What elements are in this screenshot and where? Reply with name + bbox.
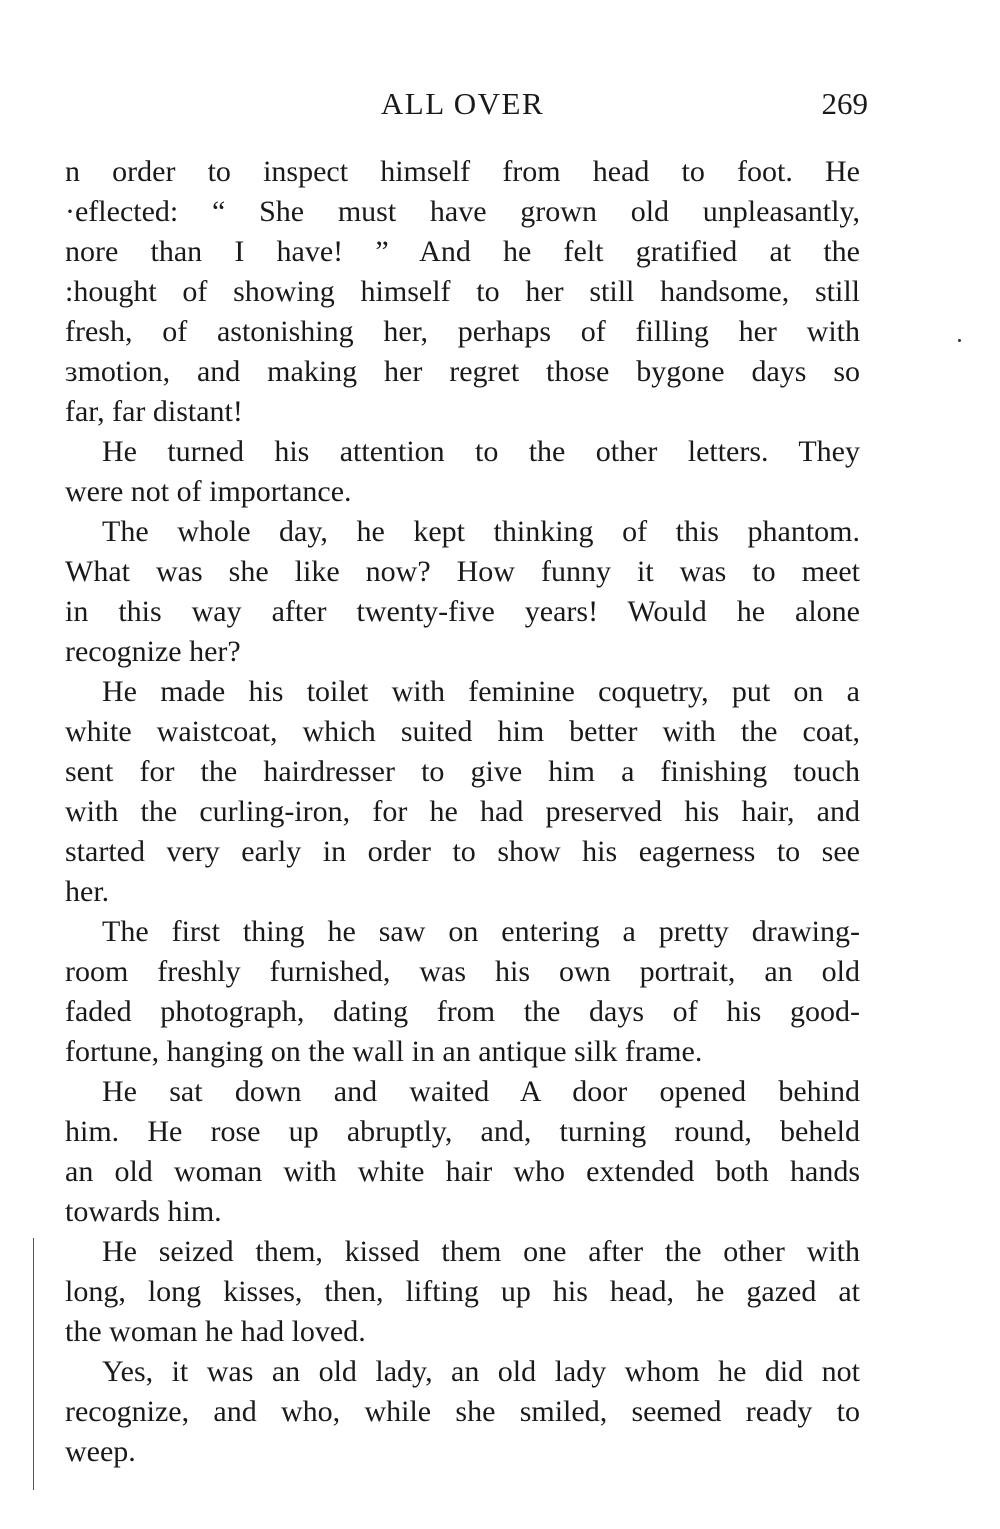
text-line: far, far distant!: [65, 395, 243, 428]
text-line: ·eflected: “ She must have grown old unpleasantly,: [65, 195, 860, 228]
text-line: He turned his attention to the other letters. They: [102, 435, 860, 468]
paragraph: [65, 512, 860, 672]
text-line: long, long kisses, then, lifting up his head, he gazed at: [65, 1275, 860, 1308]
text-line: room freshly furnished, was his own portrait, an old: [65, 955, 860, 988]
paragraph: [65, 1352, 860, 1472]
paragraph: [65, 1232, 860, 1352]
text-line: an old woman with white hair who extended both hands: [65, 1155, 860, 1188]
running-title: ALL OVER: [380, 86, 545, 121]
text-line: What was she like now? How funny it was to meet: [65, 555, 860, 588]
text-line: He sat down and waited A door opened behind: [102, 1075, 860, 1108]
text-line: recognize, and who, while she smiled, seemed ready to: [65, 1395, 860, 1428]
paragraph: [65, 1072, 860, 1232]
paragraph: [65, 912, 860, 1072]
margin-rule: [33, 1238, 34, 1490]
text-line: fortune, hanging on the wall in an antique silk frame.: [65, 1035, 703, 1068]
page-number: 269: [821, 86, 868, 121]
text-line: the woman he had loved.: [65, 1315, 366, 1348]
text-line: n order to inspect himself from head to foot. He: [65, 155, 860, 188]
text-line: her.: [65, 875, 110, 908]
text-line: The first thing he saw on entering a pretty drawing-: [102, 915, 860, 948]
text-line: recognize her?: [65, 635, 241, 668]
text-line: He made his toilet with feminine coquetry, put on a: [102, 675, 860, 708]
text-line: Yes, it was an old lady, an old lady whom he did not: [102, 1355, 860, 1388]
stray-mark: [958, 339, 961, 342]
text-line: nore than I have! ” And he felt gratified at the: [65, 235, 860, 268]
text-line: weep.: [65, 1435, 136, 1468]
text-line: fresh, of astonishing her, perhaps of filling her with: [65, 315, 860, 348]
text-line: white waistcoat, which suited him better with the coat,: [65, 715, 860, 748]
text-line: :hought of showing himself to her still handsome, still: [65, 275, 860, 308]
text-line: started very early in order to show his eagerness to see: [65, 835, 860, 868]
text-line: sent for the hairdresser to give him a finishing touch: [65, 755, 860, 788]
paragraph: [65, 152, 860, 432]
text-line: him. He rose up abruptly, and, turning round, beheld: [65, 1115, 860, 1148]
text-line: towards him.: [65, 1195, 222, 1228]
paragraph: [65, 432, 860, 512]
body-text: [65, 152, 860, 1472]
running-head: [65, 82, 868, 126]
text-line: He seized them, kissed them one after the other with: [102, 1235, 860, 1268]
text-line: ɜmotion, and making her regret those bygone days so: [65, 355, 860, 388]
text-line: The whole day, he kept thinking of this phantom.: [102, 515, 860, 548]
text-line: were not of importance.: [65, 475, 352, 508]
text-line: faded photograph, dating from the days of his good-: [65, 995, 860, 1028]
paragraph: [65, 672, 860, 912]
text-line: in this way after twenty-five years! Would he alone: [65, 595, 860, 628]
text-line: with the curling-iron, for he had preserved his hair, and: [65, 795, 860, 828]
